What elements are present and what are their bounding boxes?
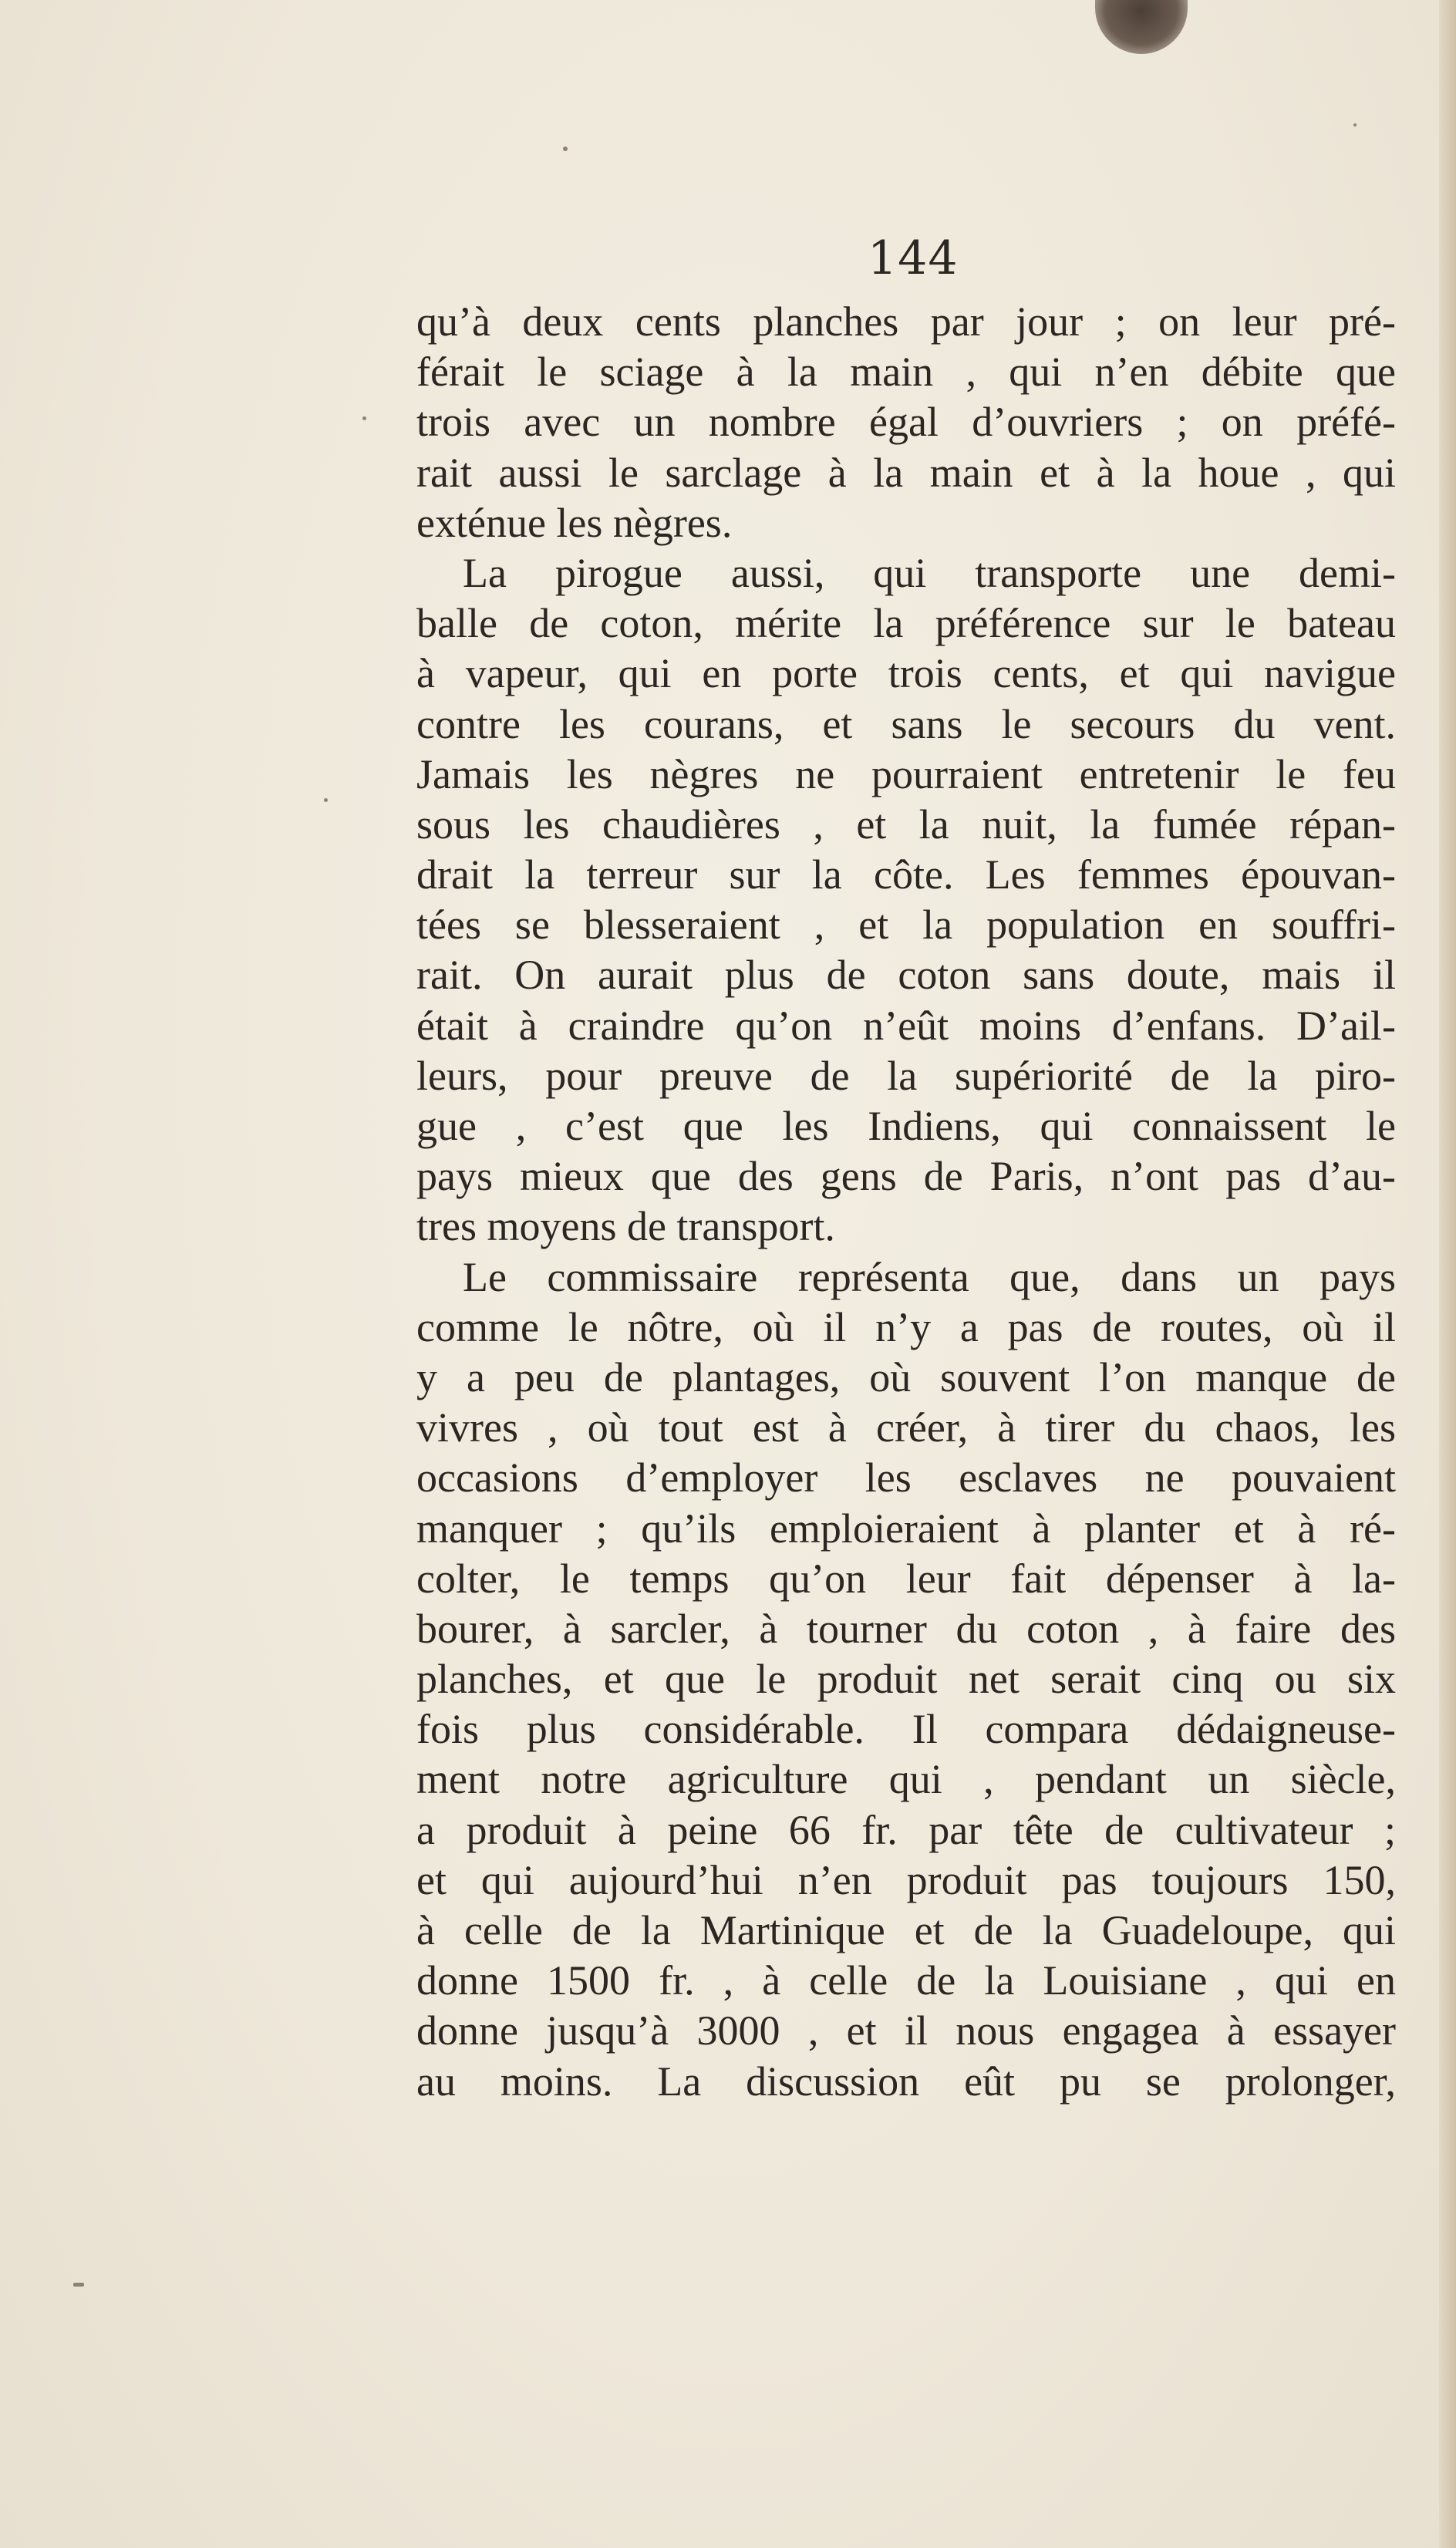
text-line: exténue les nègres. [416,499,733,546]
text-line: y a peu de plantages, où souvent l’on manque de [416,1353,1396,1400]
text-line: rait. On aurait plus de coton sans doute, mais il [416,952,1396,999]
text-line: à vapeur, qui en porte trois cents, et qui navigue [416,650,1396,697]
body-text [416,297,1396,2107]
text-line: occasions d’employer les esclaves ne pouvaient [416,1454,1396,1502]
text-line: comme le nôtre, où il n’y a pas de routes, où il [416,1303,1396,1350]
paper-speck [1353,123,1357,126]
text-line: gue , c’est que les Indiens, qui connaissent le [416,1103,1396,1149]
page-number: 144 [868,231,959,285]
text-line: drait la terreur sur la côte. Les femmes épouvan- [416,851,1396,898]
text-line: manquer ; qu’ils emploieraient à planter et à ré- [416,1505,1396,1552]
text-line: sous les chaudières , et la nuit, la fumée répan- [416,800,1396,848]
text-line: Jamais les nègres ne pourraient entretenir le feu [416,750,1396,797]
text-line: leurs, pour preuve de la supériorité de la piro- [416,1052,1396,1099]
text-line: Le commissaire représenta que, dans un pays [463,1253,1396,1300]
text-line: bourer, à sarcler, à tourner du coton , à faire des [416,1605,1396,1652]
paper-speck [73,2283,84,2287]
text-line: planches, et que le produit net serait cinq ou six [416,1656,1396,1703]
text-line: à celle de la Martinique et de la Guadeloupe, qui [416,1907,1396,1953]
text-line: qu’à deux cents planches par jour ; on leur pré- [416,298,1396,345]
text-line: donne jusqu’à 3000 , et il nous engagea à essayer [416,2007,1396,2054]
text-line: rait aussi le sarclage à la main et à la houe , qui [416,449,1396,496]
text-line: tres moyens de transport. [416,1203,835,1250]
ink-stain [1095,0,1188,54]
text-line: tées se blesseraient , et la population en souffri- [416,902,1396,949]
text-line: ment notre agriculture qui , pendant un siècle, [416,1756,1396,1803]
text-line: pays mieux que des gens de Paris, n’ont pas d’au- [416,1153,1396,1200]
text-line: donne 1500 fr. , à celle de la Louisiane , qui en [416,1957,1396,2004]
text-line: trois avec un nombre égal d’ouvriers ; on préfé- [416,399,1396,446]
text-line: balle de coton, mérite la préférence sur le bateau [416,600,1396,647]
paper-speck [362,416,366,420]
text-line: au moins. La discussion eût pu se prolonger, [416,2058,1396,2105]
paper-speck [563,147,568,151]
text-line: colter, le temps qu’on leur fait dépenser à la- [416,1555,1396,1602]
text-line: férait le sciage à la main , qui n’en débite que [416,349,1396,396]
text-line: vivres , où tout est à créer, à tirer du chaos, les [416,1404,1396,1451]
page-edge [1439,0,1456,2548]
text-line: et qui aujourd’hui n’en produit pas toujours 150, [416,1856,1396,1903]
text-line: a produit à peine 66 fr. par tête de cultivateur ; [416,1806,1396,1853]
text-line: était à craindre qu’on n’eût moins d’enfans. D’ail- [416,1002,1396,1049]
text-line: contre les courans, et sans le secours du vent. [416,700,1396,747]
paper-speck [324,798,328,802]
text-line: La pirogue aussi, qui transporte une demi- [463,549,1396,596]
text-line: fois plus considérable. Il compara dédaigneuse- [416,1706,1396,1753]
